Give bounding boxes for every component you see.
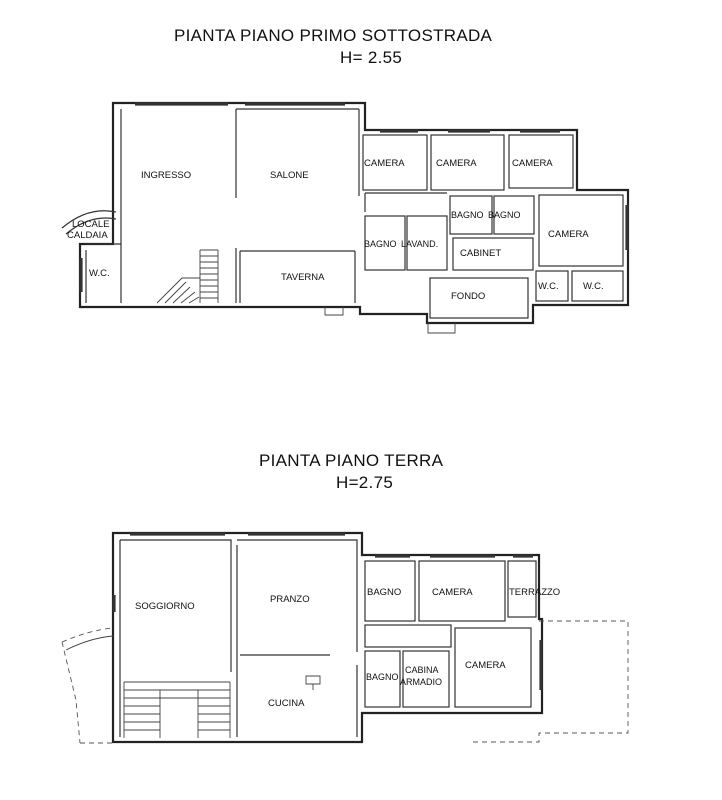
room-label-salone: SALONE	[270, 170, 309, 181]
room-label-fondo: FONDO	[451, 291, 486, 302]
room-label-cucina: CUCINA	[268, 698, 305, 709]
room-label-bagno-2: BAGNO	[451, 210, 484, 220]
ground-floor-plan	[62, 533, 628, 743]
basement-bottom-niche	[325, 307, 455, 333]
basement-stair	[157, 250, 218, 303]
room-label-camera-2: CAMERA	[436, 158, 477, 169]
room-label-camera-3: CAMERA	[512, 158, 553, 169]
left-terrace-arc	[66, 636, 113, 650]
room-label-bagno-1: BAGNO	[364, 239, 397, 249]
room-label-terrazzo: TERRAZZO	[509, 587, 561, 598]
room-label-ingresso: INGRESSO	[141, 170, 192, 181]
room-label-cabina: CABINA	[405, 665, 439, 675]
room-label-bagno-3: BAGNO	[488, 210, 521, 220]
room-label-taverna: TAVERNA	[281, 272, 325, 283]
basement-windows	[81, 104, 627, 292]
kitchen-counter	[306, 676, 320, 690]
room-label-bagno-g1: BAGNO	[367, 587, 402, 598]
room-label-lavand: LAVAND.	[401, 239, 439, 249]
room-label-camera-1: CAMERA	[364, 158, 405, 169]
room-label-locale: LOCALE	[72, 219, 110, 230]
room-label-camera-4: CAMERA	[548, 229, 589, 240]
room-label-caldaia: CALDAIA	[67, 230, 108, 241]
room-label-pranzo: PRANZO	[270, 594, 310, 605]
basement-height: H= 2.55	[340, 48, 403, 67]
room-label-wc-right-1: W.C.	[538, 281, 559, 292]
room-label-wc-left: W.C.	[89, 268, 110, 279]
ground-outer-wall	[113, 533, 542, 742]
room-label-soggiorno: SOGGIORNO	[135, 601, 195, 612]
ground-title: PIANTA PIANO TERRA	[259, 451, 444, 470]
room-label-armadio: ARMADIO	[400, 677, 443, 687]
room-label-camera-g1: CAMERA	[432, 587, 473, 598]
ground-stair	[124, 682, 230, 738]
room-label-bagno-g2: BAGNO	[366, 672, 399, 682]
ground-height: H=2.75	[336, 473, 394, 492]
ground-interior-walls	[120, 540, 536, 737]
basement-title: PIANTA PIANO PRIMO SOTTOSTRADA	[174, 26, 493, 45]
basement-floor-plan	[62, 103, 628, 333]
room-label-wc-right-2: W.C.	[583, 281, 604, 292]
room-label-cabinet: CABINET	[460, 248, 502, 259]
room-label-camera-g2: CAMERA	[465, 660, 506, 671]
